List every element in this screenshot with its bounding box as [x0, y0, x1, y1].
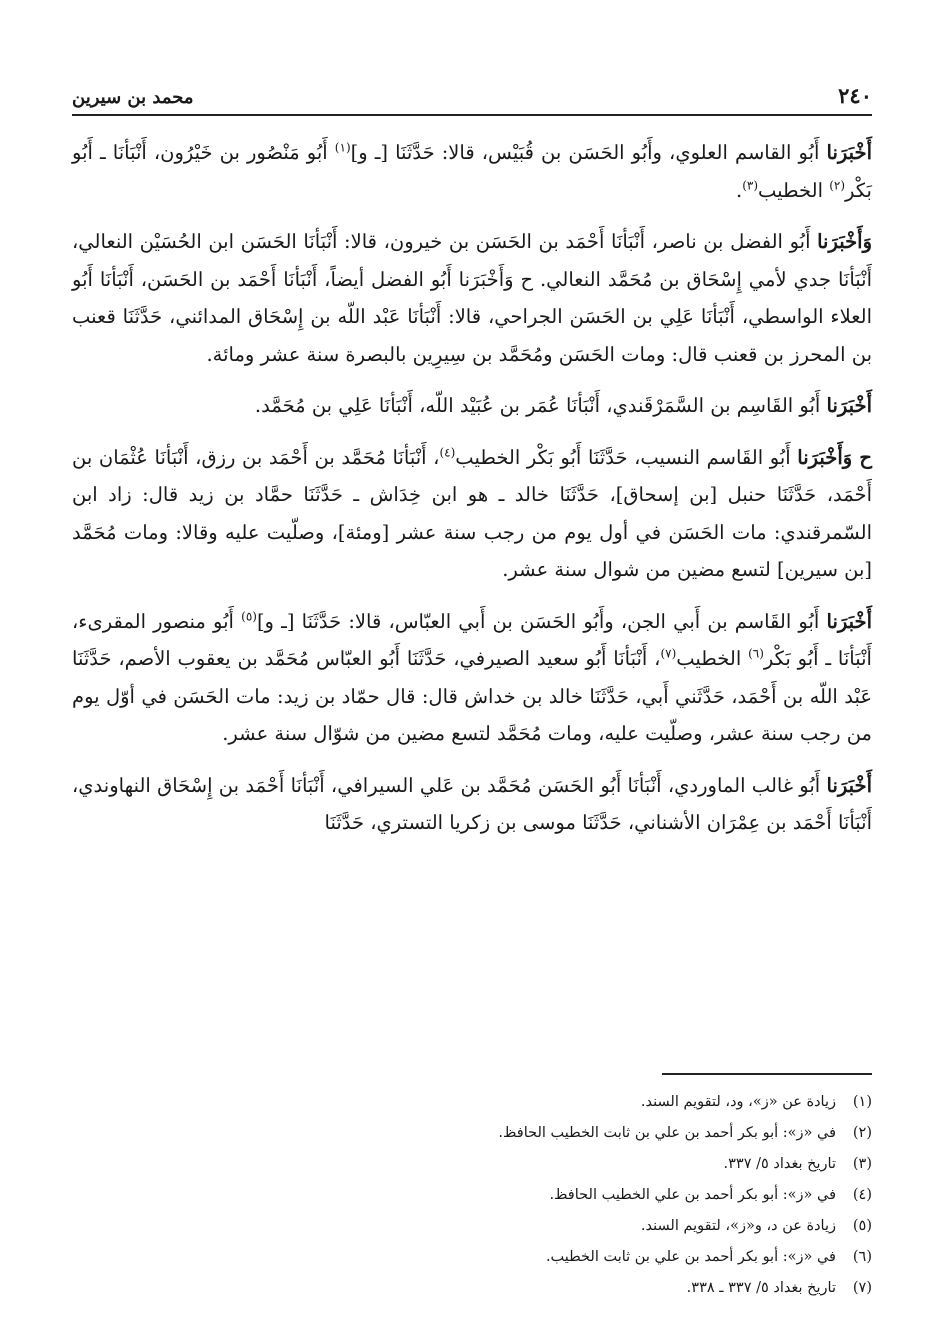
footnote-number: (٤) — [852, 1187, 872, 1203]
footnote — [72, 1149, 872, 1180]
footnote-reference: (١) — [334, 140, 351, 155]
footnote-text: زيادة عن «ز»، ود، لتقويم السند. — [640, 1094, 836, 1110]
body-text — [72, 134, 872, 842]
footnote-number: (١) — [852, 1094, 872, 1110]
paragraph-text: أَبُو مَنْصُور بن خَيْرُون، أَنْبَأنَا ـ أَبُو بَكْر — [72, 141, 872, 202]
paragraph-text: أَبُو القَاسم بن أَبي الجن، وأَبُو الحَسَن بن أَبي العبّاس، قالا: حَدَّثَنَا [ـ و] — [256, 609, 827, 633]
paragraph-text: الخطيب — [758, 178, 830, 202]
paragraph-lead-word: أَخْبَرَنا — [826, 773, 872, 797]
footnote — [72, 1273, 872, 1304]
footnote-reference: (٣) — [742, 178, 759, 192]
footnote — [72, 1180, 872, 1211]
paragraph-text: أَبُو الفضل بن ناصر، أَنْبَأنَا أَحْمَد بن الحَسَن بن خيرون، قالا: أَنْبَأنَا الحَسَن ابن الحُسَيْن النعالي، أَنْبَأنَا جدي لأمي إِسْحَاق بن مُحَمَّد النعالي. ح وَأَخْبَرَنا أَبُو الفضل أيضاً، أَنْبَأنَا أَحْمَد بن الحَسَن، أَنْبَأنَا أَبُو العلاء الواسطي، أَنْبَأنَا عَلِي بن الحَسَن الجراحي، قالا: أَنْبَأنَا عَبْد اللّه بن إِسْحَاق المدائني، حَدَّثَنَا قعنب بن المحرز بن قعنب قال: ومات الحَسَن ومُحَمَّد بن سِيرِين بالبصرة سنة عشر ومائة. — [72, 230, 872, 366]
footnote — [72, 1118, 872, 1149]
footnote-number: (٣) — [852, 1156, 872, 1172]
page-header — [72, 78, 872, 116]
footnote-text: في «ز»: أبو بكر أحمد بن علي بن ثابت الخطيب الحافظ. — [498, 1125, 836, 1141]
footnote-number: (٧) — [852, 1280, 872, 1296]
paragraph — [72, 767, 872, 842]
footnote-reference: (٦) — [748, 646, 764, 661]
footnote — [72, 1242, 872, 1273]
footnote-reference: (٢) — [829, 178, 846, 192]
paragraph-text: أَبُو القَاسم النسيب، حَدَّثَنَا أَبُو بَكْر الخطيب — [455, 445, 798, 469]
paragraph — [72, 134, 872, 209]
paragraph — [72, 603, 872, 753]
paragraph-marker: ح — [852, 445, 872, 469]
book-page — [72, 78, 872, 1294]
paragraph — [72, 387, 872, 425]
footnote-text: تاريخ بغداد ٥/ ٣٣٧. — [723, 1156, 836, 1172]
paragraph-text: أَبُو غالب الماوردي، أَنْبَأنَا أَبُو الحَسَن مُحَمَّد بن عَلي السيرافي، أَنْبَأنَا أَحْمَد بن إِسْحَاق النهاوندي، أَنْبَأنَا أَحْمَد بن عِمْرَان الأشناني، حَدَّثَنَا موسى بن زكريا التستري، حَدَّثَنَا — [72, 773, 872, 834]
footnote-number: (٦) — [852, 1249, 872, 1265]
paragraph-text: ، أَنْبَأنَا مُحَمَّد بن أَحْمَد بن رزق، أَنْبَأنَا عُثْمَان بن أَحْمَد، حَدَّثَنَا حنبل [بن إسحاق]، حَدَّثَنَا خالد ـ هو ابن خِدَاش ـ حَدَّثَنَا حمَّاد بن زيد قال: زاد ابن السّمرقندي: مات الحَسَن في أول يوم من رجب سنة عشر [ومئة]، وصلّيت عليه وقالا: ومات مُحَمَّد [بن سيرين] لتسع مضين من شوال سنة عشر. — [72, 445, 872, 581]
paragraph-text: أَبُو منصور المقرىء، أَنْبَأنَا ـ أَبُو بَكْر — [72, 609, 872, 670]
footnote-text: في «ز»: أبو بكر أحمد بن علي الخطيب الحافظ. — [549, 1187, 836, 1203]
paragraph — [72, 223, 872, 373]
footnote-list — [72, 1087, 872, 1304]
footnote-text: في «ز»: أبو بكر أحمد بن علي بن ثابت الخطيب. — [545, 1249, 836, 1265]
paragraph-text: ، أَنْبَأنَا أَبُو سعيد الصيرفي، حَدَّثَنَا أَبُو العبّاس مُحَمَّد بن يعقوب الأصم، حَدَّثَنَا عَبْد اللّه بن أَحْمَد، حَدَّثَني أَبي، حَدَّثَنَا خالد بن خداش قال: قال حمّاد بن زيد: مات الحَسَن في أوّل يوم من رجب سنة عشر، وصلّيت عليه، ومات مُحَمَّد لتسع مضين من شوّال سنة عشر. — [72, 647, 872, 745]
running-title: محمد بن سيرين — [72, 87, 194, 108]
paragraph-lead-word: أَخْبَرَنا — [826, 394, 872, 417]
paragraph-text: أَبُو القَاسِم بن السَّمَرْقَندي، أَنْبَأنَا عُمَر بن عُبَيْد اللّه، أَنْبَأنَا عَلِي بن مُحَمَّد. — [254, 394, 827, 417]
footnote-reference: (٥) — [241, 609, 257, 623]
paragraph-text: الخطيب — [676, 647, 749, 670]
paragraph-lead-word: أَخْبَرَنا — [826, 141, 872, 164]
footnote-number: (٥) — [852, 1218, 872, 1234]
footnote-number: (٢) — [852, 1125, 872, 1141]
footnote-reference: (٧) — [660, 646, 677, 661]
footnote-text: زيادة عن د، و«ز»، لتقويم السند. — [640, 1218, 836, 1234]
paragraph-lead-word: وَأَخْبَرَنا — [817, 230, 872, 253]
footnote — [72, 1211, 872, 1242]
paragraph-text: . — [735, 178, 743, 202]
paragraph-lead-word: وَأَخْبَرَنا — [797, 445, 853, 469]
footnote — [72, 1087, 872, 1118]
footnote-separator — [662, 1073, 872, 1075]
footnotes — [72, 1063, 872, 1304]
paragraph-lead-word: أَخْبَرَنا — [826, 609, 872, 633]
footnote-reference: (٤) — [439, 445, 456, 459]
paragraph-text: أَبُو القاسم العلوي، وأَبُو الحَسَن بن قُبَيْس، قالا: حَدَّثَنَا [ـ و] — [350, 141, 827, 164]
paragraph — [72, 439, 872, 589]
page-number: ٢٤٠ — [838, 83, 872, 108]
footnote-text: تاريخ بغداد ٥/ ٣٣٧ ـ ٣٣٨. — [686, 1280, 836, 1296]
